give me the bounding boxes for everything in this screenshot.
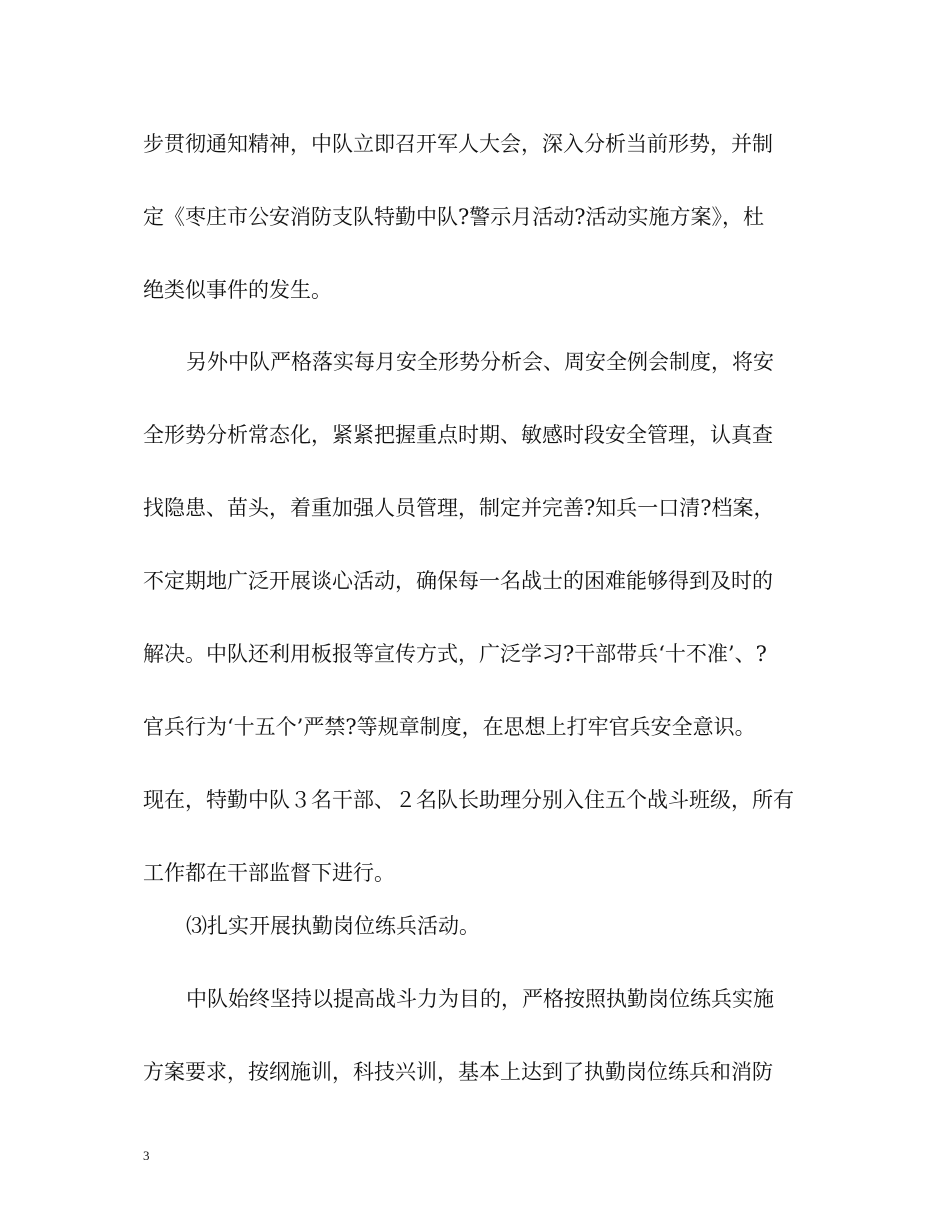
page-number: 3	[143, 1148, 150, 1163]
text-line: 方案要求，按纲施训，科技兴训，基本上达到了执勤岗位练兵和消防	[143, 1060, 773, 1084]
text-line: 现在，特勤中队３名干部、２名队长助理分别入住五个战斗班级，所有	[143, 788, 794, 812]
text-line: 官兵行为‘十五个’严禁?等规章制度，在思想上打牢官兵安全意识。	[143, 715, 756, 739]
text-line: 工作都在干部监督下进行。	[143, 861, 395, 885]
text-line: 不定期地广泛开展谈心活动，确保每一名战士的困难能够得到及时的	[143, 569, 773, 593]
paragraph-first-line: 中队始终坚持以提高战斗力为目的，严格按照执勤岗位练兵实施	[186, 987, 774, 1011]
paragraph-first-line: 另外中队严格落实每月安全形势分析会、周安全例会制度，将安	[186, 350, 774, 374]
text-line: 全形势分析常态化，紧紧把握重点时期、敏感时段安全管理，认真查	[143, 423, 773, 447]
text-line: 绝类似事件的发生。	[143, 278, 332, 302]
text-line: 定《枣庄市公安消防支队特勤中队?警示月活动?活动实施方案》，杜	[143, 205, 765, 229]
text-line: 步贯彻通知精神，中队立即召开军人大会，深入分析当前形势，并制	[143, 132, 773, 156]
section-heading: ⑶扎实开展执勤岗位练兵活动。	[186, 914, 480, 938]
text-line: 找隐患、苗头，着重加强人员管理，制定并完善?知兵一口清?档案，	[143, 496, 775, 520]
text-line: 解决。中队还利用板报等宣传方式，广泛学习?干部带兵‘十不准’、?	[143, 642, 767, 666]
